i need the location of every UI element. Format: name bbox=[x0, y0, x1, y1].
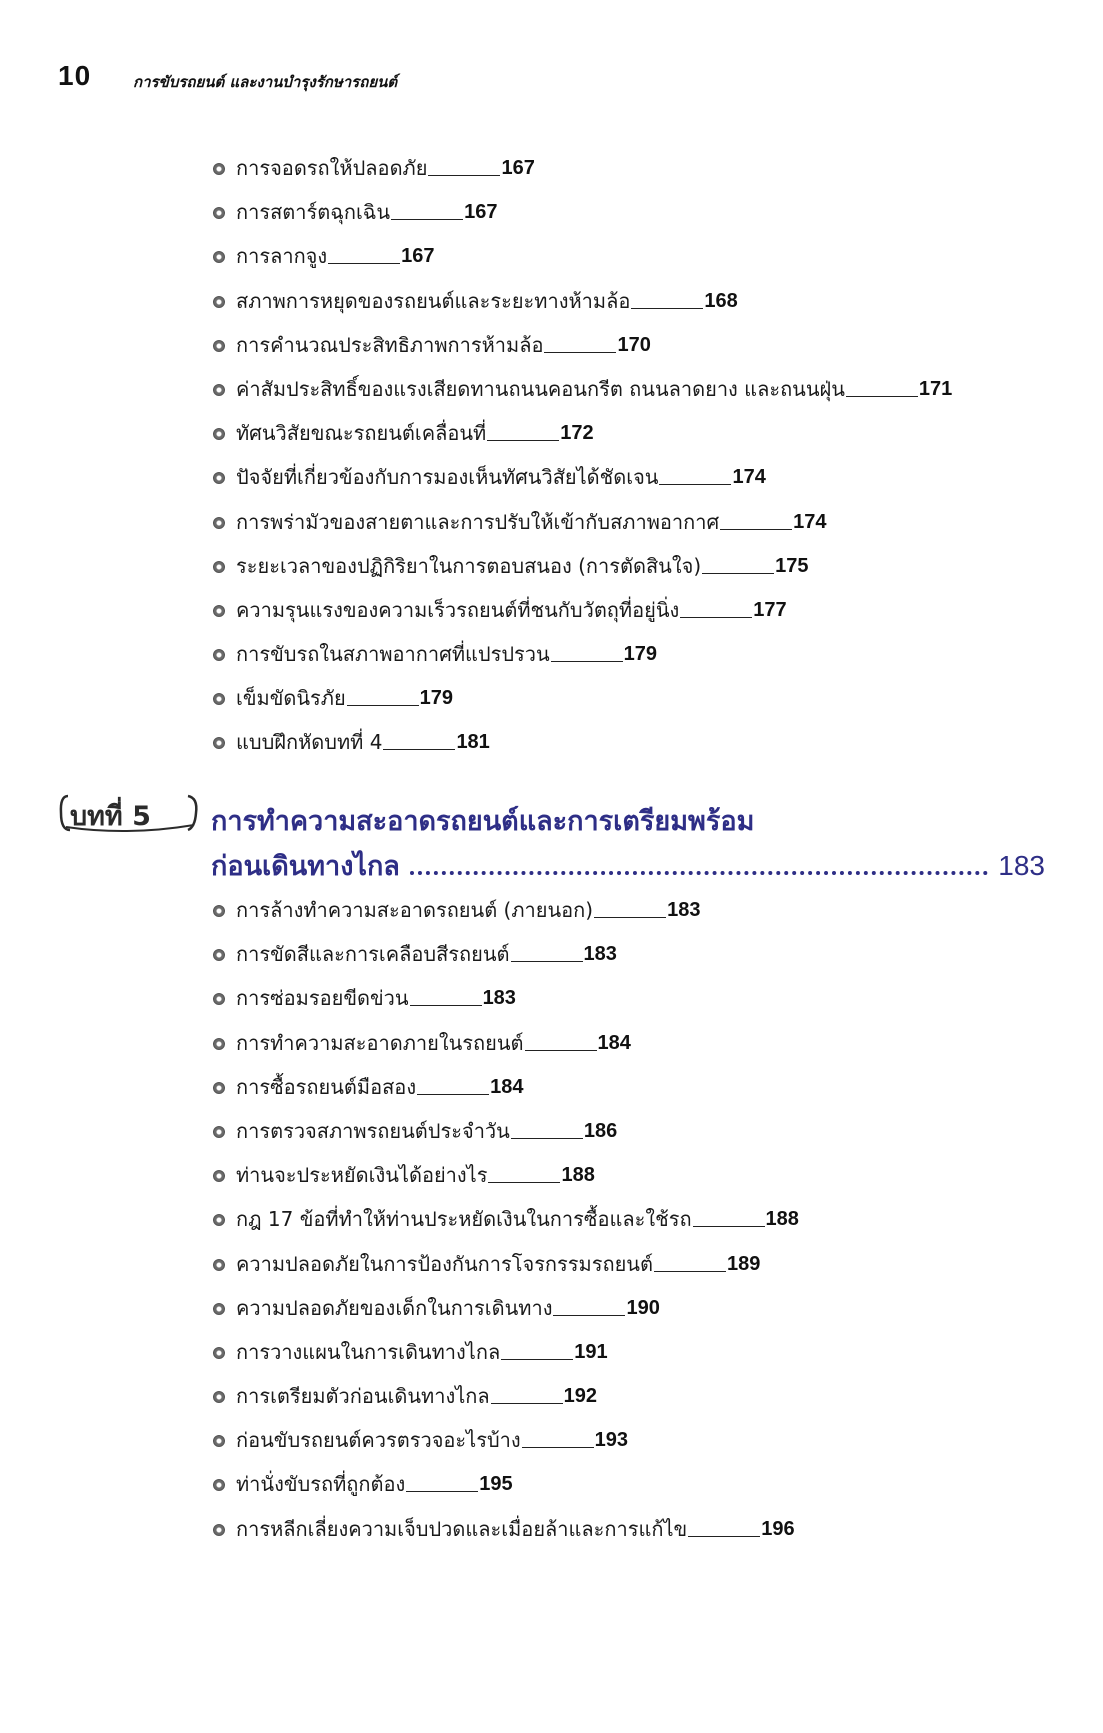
toc-item-page: 174 bbox=[732, 466, 766, 489]
toc-item-title: การเตรียมตัวก่อนเดินทางไกล bbox=[236, 1384, 490, 1409]
bullet-icon bbox=[213, 605, 225, 617]
toc-item-title: ท่านั่งขับรถที่ถูกต้อง bbox=[236, 1472, 406, 1497]
leader-line bbox=[551, 640, 623, 662]
toc-item bbox=[213, 1117, 799, 1161]
toc-item bbox=[213, 1294, 799, 1338]
bullet-icon bbox=[213, 1524, 225, 1536]
toc-item-title: สภาพการหยุดของรถยนต์และระยะทางห้ามล้อ bbox=[236, 288, 631, 313]
bullet-icon bbox=[213, 561, 225, 573]
toc-item-page: 175 bbox=[775, 554, 809, 577]
toc-item-title: การจอดรถให้ปลอดภัย bbox=[236, 156, 428, 180]
leader-line bbox=[501, 1338, 573, 1360]
bullet-icon bbox=[213, 1126, 225, 1138]
bullet-icon bbox=[213, 1479, 225, 1491]
toc-item-title: ความรุนแรงของความเร็วรถยนต์ที่ชนกับวัตถุที่อยู่นิ่ง bbox=[236, 597, 680, 622]
bullet-icon bbox=[213, 649, 225, 661]
bullet-icon bbox=[213, 1170, 225, 1182]
leader-line bbox=[391, 198, 463, 220]
leader-line bbox=[406, 1470, 478, 1492]
toc-item-page: 179 bbox=[623, 643, 658, 666]
toc-item-page: 196 bbox=[761, 1517, 795, 1540]
leader-line bbox=[553, 1294, 625, 1316]
toc-item bbox=[213, 1161, 799, 1205]
leader-line bbox=[328, 242, 400, 264]
toc-item-page: 167 bbox=[464, 201, 498, 224]
toc-item-page: 167 bbox=[401, 245, 435, 268]
toc-item-title: การวางแผนในการเดินทางไกล bbox=[236, 1339, 501, 1364]
chapter-badge-label: บทที่ 5 bbox=[70, 801, 151, 832]
chapter-page-number: 183 bbox=[998, 850, 1045, 881]
toc-item-page: 181 bbox=[456, 731, 490, 754]
toc-item-page: 186 bbox=[583, 1119, 618, 1142]
toc-item-page: 195 bbox=[479, 1473, 513, 1496]
leader-line bbox=[488, 1161, 560, 1183]
toc-item bbox=[213, 1426, 799, 1470]
bullet-icon bbox=[213, 296, 225, 308]
bullet-icon bbox=[213, 737, 225, 749]
bullet-icon bbox=[213, 340, 225, 352]
toc-list-section-b bbox=[213, 896, 799, 1559]
chapter-badge bbox=[58, 792, 200, 834]
toc-item-page: 183 bbox=[583, 943, 617, 966]
toc-item-page: 191 bbox=[574, 1340, 608, 1363]
bullet-icon bbox=[213, 428, 225, 440]
toc-item-title: การลากจูง bbox=[236, 244, 328, 269]
bullet-icon bbox=[213, 1347, 225, 1359]
leader-line bbox=[659, 463, 731, 485]
toc-item-title: ค่าสัมประสิทธิ์ของแรงเสียดทานถนนคอนกรีต ถนนลาดยาง และถนนฝุ่น bbox=[236, 376, 845, 401]
leader-line bbox=[594, 896, 666, 918]
toc-item-page: 167 bbox=[501, 157, 535, 179]
leader-line bbox=[525, 1029, 597, 1051]
bullet-icon bbox=[213, 1214, 225, 1226]
toc-item bbox=[213, 242, 952, 286]
toc-item-page: 189 bbox=[726, 1252, 761, 1275]
bullet-icon bbox=[213, 517, 225, 529]
toc-item-page: 172 bbox=[560, 422, 594, 445]
leader-line bbox=[428, 154, 500, 176]
leader-line bbox=[487, 419, 559, 441]
toc-item bbox=[213, 1029, 799, 1073]
toc-item bbox=[213, 984, 799, 1028]
toc-item-page: 190 bbox=[626, 1296, 660, 1319]
toc-item-title: การคำนวณประสิทธิภาพการห้ามล้อ bbox=[236, 332, 544, 357]
toc-item bbox=[213, 728, 952, 772]
toc-item bbox=[213, 1250, 799, 1294]
bullet-icon bbox=[213, 1303, 225, 1315]
toc-item-title: การตรวจสภาพรถยนต์ประจำวัน bbox=[236, 1118, 510, 1143]
toc-item bbox=[213, 375, 952, 419]
toc-item-title: ก่อนขับรถยนต์ควรตรวจอะไรบ้าง bbox=[236, 1428, 521, 1453]
leader-line bbox=[702, 552, 774, 574]
leader-line bbox=[511, 940, 583, 962]
leader-line bbox=[491, 1382, 563, 1404]
toc-item-title: การซื้อรถยนต์มือสอง bbox=[236, 1074, 417, 1099]
bullet-icon bbox=[213, 1259, 225, 1271]
toc-item-title: การขัดสีและการเคลือบสีรถยนต์ bbox=[236, 942, 510, 967]
toc-item bbox=[213, 896, 799, 940]
toc-item bbox=[213, 331, 952, 375]
toc-item-page: 177 bbox=[753, 598, 787, 621]
leader-line bbox=[720, 508, 792, 530]
leader-line bbox=[680, 596, 752, 618]
toc-item bbox=[213, 419, 952, 463]
running-head: การขับรถยนต์ และงานบำรุงรักษารถยนต์ bbox=[133, 73, 398, 91]
leader-line bbox=[522, 1426, 594, 1448]
toc-item-page: 183 bbox=[482, 987, 516, 1010]
toc-item-page: 179 bbox=[419, 687, 454, 710]
leader-line bbox=[631, 287, 703, 309]
toc-item-page: 174 bbox=[793, 510, 827, 533]
chapter-dot-leader bbox=[410, 870, 988, 875]
leader-line bbox=[846, 375, 918, 397]
toc-item bbox=[213, 596, 952, 640]
toc-item-title: ปัจจัยที่เกี่ยวข้องกับการมองเห็นทัศนวิสัยได้ชัดเจน bbox=[236, 465, 659, 490]
toc-item bbox=[213, 684, 952, 728]
toc-item-title: เข็มขัดนิรภัย bbox=[236, 686, 346, 711]
bullet-icon bbox=[213, 905, 225, 917]
toc-item-title: การล้างทำความสะอาดรถยนต์ (ภายนอก) bbox=[236, 898, 594, 922]
bullet-icon bbox=[213, 207, 225, 219]
toc-item bbox=[213, 1073, 799, 1117]
bullet-icon bbox=[213, 1391, 225, 1403]
toc-item-title: ความปลอดภัยในการป้องกันการโจรกรรมรถยนต์ bbox=[236, 1251, 653, 1276]
toc-item bbox=[213, 1470, 799, 1514]
page-number: 10 bbox=[58, 60, 92, 91]
toc-item-page: 184 bbox=[490, 1075, 524, 1098]
chapter-title-line2: ก่อนเดินทางไกล bbox=[211, 851, 400, 882]
toc-item-page: 171 bbox=[918, 377, 953, 400]
bullet-icon bbox=[213, 1038, 225, 1050]
toc-item-title: การหลีกเลี่ยงความเจ็บปวดและเมื่อยล้าและการแก้ไข bbox=[236, 1516, 688, 1541]
toc-item bbox=[213, 463, 952, 507]
bullet-icon bbox=[213, 1435, 225, 1447]
toc-item-page: 188 bbox=[765, 1208, 799, 1231]
leader-line bbox=[347, 684, 419, 706]
bullet-icon bbox=[213, 993, 225, 1005]
bullet-icon bbox=[213, 472, 225, 484]
toc-list-section-a bbox=[213, 154, 952, 773]
leader-line bbox=[693, 1205, 765, 1227]
toc-item-page: 184 bbox=[597, 1031, 631, 1054]
bullet-icon bbox=[213, 949, 225, 961]
toc-item bbox=[213, 1382, 799, 1426]
bullet-icon bbox=[213, 1082, 225, 1094]
toc-item-title: การขับรถในสภาพอากาศที่แปรปรวน bbox=[236, 642, 550, 667]
toc-item-title: ทัศนวิสัยขณะรถยนต์เคลื่อนที่ bbox=[236, 421, 487, 446]
leader-line bbox=[688, 1515, 760, 1537]
bullet-icon bbox=[213, 693, 225, 705]
toc-item-title: ท่านจะประหยัดเงินได้อย่างไร bbox=[236, 1163, 488, 1188]
toc-item-page: 193 bbox=[594, 1429, 629, 1452]
toc-item-page: 188 bbox=[561, 1164, 595, 1187]
leader-line bbox=[417, 1073, 489, 1095]
toc-item-title: การพร่ามัวของสายตาและการปรับให้เข้ากับสภาพอากาศ bbox=[236, 509, 720, 534]
leader-line bbox=[654, 1250, 726, 1272]
toc-item-title: แบบฝึกหัดบทที่ 4 bbox=[236, 730, 383, 755]
toc-item-title: การสตาร์ตฉุกเฉิน bbox=[236, 200, 391, 225]
toc-item-title: การซ่อมรอยขีดข่วน bbox=[236, 986, 409, 1011]
chapter-title-line2-row bbox=[211, 844, 1045, 889]
bullet-icon bbox=[213, 384, 225, 396]
chapter-heading bbox=[211, 800, 1045, 889]
toc-item bbox=[213, 1515, 799, 1559]
leader-line bbox=[383, 728, 455, 750]
toc-item-page: 168 bbox=[704, 289, 738, 312]
toc-item-page: 183 bbox=[667, 899, 701, 921]
toc-item bbox=[213, 1205, 799, 1249]
toc-item-title: การทำความสะอาดภายในรถยนต์ bbox=[236, 1030, 524, 1055]
toc-item bbox=[213, 1338, 799, 1382]
bullet-icon bbox=[213, 163, 225, 175]
leader-line bbox=[410, 984, 482, 1006]
bullet-icon bbox=[213, 251, 225, 263]
toc-item-page: 192 bbox=[563, 1385, 598, 1408]
toc-item-title: ความปลอดภัยของเด็กในการเดินทาง bbox=[236, 1295, 553, 1320]
toc-item bbox=[213, 508, 952, 552]
toc-item-title: ระยะเวลาของปฏิกิริยาในการตอบสนอง (การตัดสินใจ) bbox=[236, 553, 702, 578]
toc-item-page: 170 bbox=[617, 333, 651, 356]
toc-item-title: กฎ 17 ข้อที่ทำให้ท่านประหยัดเงินในการซื้อและใช้รถ bbox=[236, 1207, 692, 1232]
toc-item bbox=[213, 198, 952, 242]
leader-line bbox=[544, 331, 616, 353]
toc-item bbox=[213, 940, 799, 984]
toc-item bbox=[213, 552, 952, 596]
toc-item bbox=[213, 640, 952, 684]
chapter-title-line1: การทำความสะอาดรถยนต์และการเตรียมพร้อม bbox=[211, 806, 755, 837]
leader-line bbox=[511, 1117, 583, 1139]
toc-item bbox=[213, 287, 952, 331]
toc-item bbox=[213, 154, 952, 198]
